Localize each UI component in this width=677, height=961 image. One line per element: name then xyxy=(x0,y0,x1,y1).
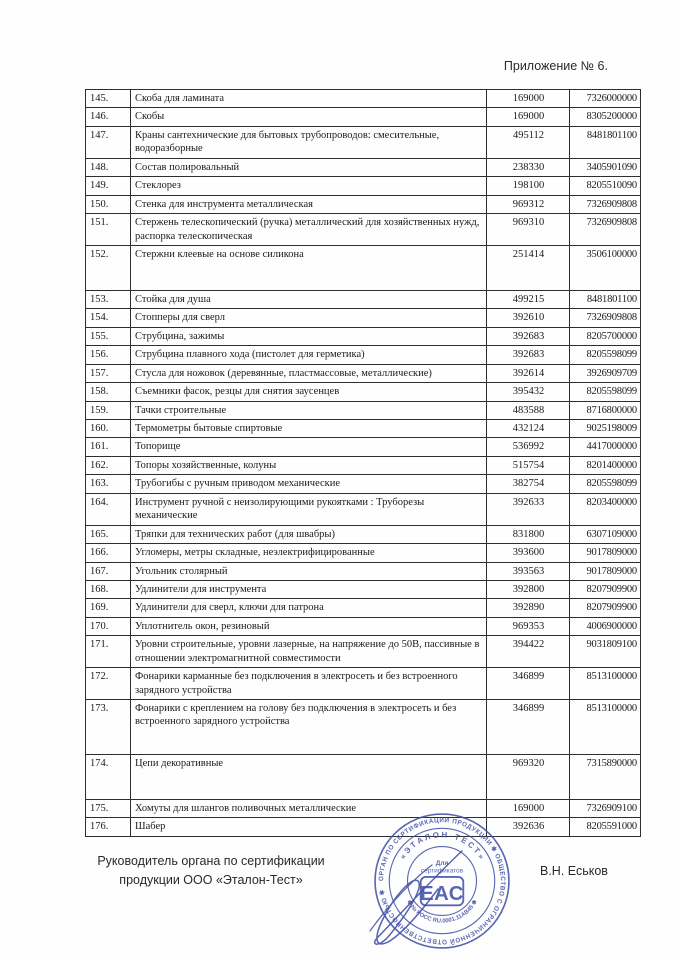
row-number: 150. xyxy=(86,195,131,213)
item-description: Съемники фасок, резцы для снятия заусенцев xyxy=(131,383,487,401)
item-code: 169000 xyxy=(487,108,570,126)
item-code: 392633 xyxy=(487,493,570,525)
table-row xyxy=(86,346,641,364)
item-description: Угломеры, метры складные, неэлектрифицированные xyxy=(131,544,487,562)
table-row xyxy=(86,599,641,617)
table-row xyxy=(86,214,641,246)
item-code: 392683 xyxy=(487,346,570,364)
item-description: Стержни клеевые на основе силикона xyxy=(131,245,487,290)
signatory-role-line1: Руководитель органа по сертификации xyxy=(97,854,325,868)
item-code: 392890 xyxy=(487,599,570,617)
item-code: 251414 xyxy=(487,245,570,290)
item-description: Трубогибы с ручным приводом механические xyxy=(131,475,487,493)
item-tnved-code: 8207909900 xyxy=(570,599,641,617)
item-tnved-code: 3405901090 xyxy=(570,158,641,176)
item-code: 169000 xyxy=(487,800,570,818)
item-tnved-code: 7326909808 xyxy=(570,309,641,327)
item-tnved-code: 8205598099 xyxy=(570,475,641,493)
item-tnved-code: 8205591000 xyxy=(570,818,641,836)
item-tnved-code: 8513100000 xyxy=(570,668,641,700)
row-number: 155. xyxy=(86,327,131,345)
item-tnved-code: 4006900000 xyxy=(570,617,641,635)
row-number: 165. xyxy=(86,525,131,543)
eac-mark: ЕАС xyxy=(420,882,464,905)
row-number: 172. xyxy=(86,668,131,700)
item-description: Уплотнитель окон, резиновый xyxy=(131,617,487,635)
item-code: 169000 xyxy=(487,90,570,108)
row-number: 174. xyxy=(86,755,131,800)
item-code: 346899 xyxy=(487,668,570,700)
item-code: 238330 xyxy=(487,158,570,176)
item-code: 831800 xyxy=(487,525,570,543)
table-row xyxy=(86,562,641,580)
item-code: 393600 xyxy=(487,544,570,562)
item-description: Тачки строительные xyxy=(131,401,487,419)
table-row xyxy=(86,401,641,419)
item-description: Угольник столярный xyxy=(131,562,487,580)
item-description: Краны сантехнические для бытовых трубопроводов: смесительные, водоразборные xyxy=(131,126,487,158)
item-description: Топорище xyxy=(131,438,487,456)
item-description: Стенка для инструмента металлическая xyxy=(131,195,487,213)
item-description: Топоры хозяйственные, колуны xyxy=(131,456,487,474)
row-number: 171. xyxy=(86,636,131,668)
row-number: 158. xyxy=(86,383,131,401)
item-description: Удлинители для сверл, ключи для патрона xyxy=(131,599,487,617)
table-row xyxy=(86,636,641,668)
table-row xyxy=(86,818,641,836)
item-code: 382754 xyxy=(487,475,570,493)
item-tnved-code: 8205700000 xyxy=(570,327,641,345)
row-number: 169. xyxy=(86,599,131,617)
table-row xyxy=(86,668,641,700)
handwritten-signature-icon xyxy=(350,843,482,955)
item-code: 392614 xyxy=(487,364,570,382)
row-number: 145. xyxy=(86,90,131,108)
table-row xyxy=(86,525,641,543)
row-number: 152. xyxy=(86,245,131,290)
item-description: Термометры бытовые спиртовые xyxy=(131,420,487,438)
row-number: 146. xyxy=(86,108,131,126)
table-row xyxy=(86,195,641,213)
row-number: 173. xyxy=(86,700,131,755)
table-row xyxy=(86,90,641,108)
row-number: 166. xyxy=(86,544,131,562)
table-row xyxy=(86,364,641,382)
row-number: 147. xyxy=(86,126,131,158)
item-description: Состав полировальный xyxy=(131,158,487,176)
item-code: 499215 xyxy=(487,290,570,308)
item-description: Фонарики с креплением на голову без подключения в электросеть и без встроенного зарядного устройства xyxy=(131,700,487,755)
stamp-center-line1: Для xyxy=(435,859,449,867)
item-code: 969353 xyxy=(487,617,570,635)
item-code: 969310 xyxy=(487,214,570,246)
item-code: 392683 xyxy=(487,327,570,345)
item-description: Удлинители для инструмента xyxy=(131,580,487,598)
table-row xyxy=(86,158,641,176)
item-tnved-code: 8203400000 xyxy=(570,493,641,525)
item-code: 393563 xyxy=(487,562,570,580)
table-row xyxy=(86,580,641,598)
item-description: Шабер xyxy=(131,818,487,836)
stamp-inner-bottom-text: ✱ № РОСС RU.0001.11АВ45 ✱ xyxy=(405,899,479,925)
item-tnved-code: 8205598099 xyxy=(570,383,641,401)
table-row xyxy=(86,617,641,635)
item-description: Скоба для ламината xyxy=(131,90,487,108)
item-tnved-code: 7326000000 xyxy=(570,90,641,108)
table-row xyxy=(86,327,641,345)
stamp-ring-text: ОРГАН ПО СЕРТИФИКАЦИИ ПРОДУКЦИИ ✱ ОБЩЕСТВО С ОГРАНИЧЕННОЙ ОТВЕТСТВЕННОСТЬЮ ✱ xyxy=(378,817,506,945)
item-code: 515754 xyxy=(487,456,570,474)
table-row xyxy=(86,309,641,327)
item-tnved-code: 4417000000 xyxy=(570,438,641,456)
item-tnved-code: 8305200000 xyxy=(570,108,641,126)
item-tnved-code: 9025198009 xyxy=(570,420,641,438)
table-row xyxy=(86,544,641,562)
stamp-center-line2: сертификатов xyxy=(420,867,464,875)
row-number: 161. xyxy=(86,438,131,456)
signatory-name: В.Н. Еськов xyxy=(540,864,608,878)
row-number: 162. xyxy=(86,456,131,474)
row-number: 148. xyxy=(86,158,131,176)
item-tnved-code: 8201400000 xyxy=(570,456,641,474)
item-code: 536992 xyxy=(487,438,570,456)
row-number: 153. xyxy=(86,290,131,308)
item-description: Тряпки для технических работ (для швабры) xyxy=(131,525,487,543)
row-number: 164. xyxy=(86,493,131,525)
item-code: 346899 xyxy=(487,700,570,755)
item-code: 394422 xyxy=(487,636,570,668)
item-description: Цепи декоративные xyxy=(131,755,487,800)
row-number: 175. xyxy=(86,800,131,818)
item-description: Стопперы для сверл xyxy=(131,309,487,327)
row-number: 160. xyxy=(86,420,131,438)
row-number: 157. xyxy=(86,364,131,382)
item-description: Стусла для ножовок (деревянные, пластмассовые, металлические) xyxy=(131,364,487,382)
table-row xyxy=(86,108,641,126)
item-description: Хомуты для шлангов поливочных металлические xyxy=(131,800,487,818)
table-row xyxy=(86,245,641,290)
item-description: Уровни строительные, уровни лазерные, на напряжение до 50В, пассивные в отношении электромагнитной совместимости xyxy=(131,636,487,668)
row-number: 167. xyxy=(86,562,131,580)
row-number: 168. xyxy=(86,580,131,598)
item-description: Стеклорез xyxy=(131,177,487,195)
item-tnved-code: 8205598099 xyxy=(570,346,641,364)
row-number: 159. xyxy=(86,401,131,419)
row-number: 156. xyxy=(86,346,131,364)
item-tnved-code: 8481801100 xyxy=(570,290,641,308)
item-code: 483588 xyxy=(487,401,570,419)
signatory-role-line2: продукции ООО «Эталон-Тест» xyxy=(119,872,303,887)
row-number: 163. xyxy=(86,475,131,493)
table-row xyxy=(86,177,641,195)
item-tnved-code: 8207909900 xyxy=(570,580,641,598)
table-row xyxy=(86,800,641,818)
row-number: 151. xyxy=(86,214,131,246)
table-row xyxy=(86,383,641,401)
row-number: 176. xyxy=(86,818,131,836)
item-tnved-code: 7326909100 xyxy=(570,800,641,818)
row-number: 170. xyxy=(86,617,131,635)
item-tnved-code: 3506100000 xyxy=(570,245,641,290)
table-row xyxy=(86,456,641,474)
table-row xyxy=(86,420,641,438)
item-tnved-code: 8205510090 xyxy=(570,177,641,195)
item-code: 969312 xyxy=(487,195,570,213)
item-tnved-code: 6307109000 xyxy=(570,525,641,543)
item-tnved-code: 7326909808 xyxy=(570,214,641,246)
stamp-inner-top-text: « Э Т А Л О Н - Т Е С Т » xyxy=(398,830,486,861)
item-tnved-code: 9031809100 xyxy=(570,636,641,668)
item-description: Струбцина, зажимы xyxy=(131,327,487,345)
item-tnved-code: 3926909709 xyxy=(570,364,641,382)
item-tnved-code: 8716800000 xyxy=(570,401,641,419)
row-number: 149. xyxy=(86,177,131,195)
table-row xyxy=(86,438,641,456)
item-tnved-code: 8481801100 xyxy=(570,126,641,158)
item-code: 395432 xyxy=(487,383,570,401)
item-code: 198100 xyxy=(487,177,570,195)
item-code: 495112 xyxy=(487,126,570,158)
table-row xyxy=(86,700,641,755)
table-row xyxy=(86,290,641,308)
signatory-role xyxy=(70,852,352,890)
item-description: Стержень телескопический (ручка) металлический для хозяйственных нужд, распорка телескопическая xyxy=(131,214,487,246)
item-description: Скобы xyxy=(131,108,487,126)
item-tnved-code: 7315890000 xyxy=(570,755,641,800)
item-description: Стойка для душа xyxy=(131,290,487,308)
item-description: Инструмент ручной с неизолирующими рукоятками : Труборезы механические xyxy=(131,493,487,525)
item-description: Фонарики карманные без подключения в электросеть и без встроенного зарядного устройства xyxy=(131,668,487,700)
items-table xyxy=(85,89,641,837)
item-tnved-code: 9017809000 xyxy=(570,562,641,580)
row-number: 154. xyxy=(86,309,131,327)
items-table-body xyxy=(86,90,641,837)
appendix-note: Приложение № 6. xyxy=(503,59,608,73)
item-code: 969320 xyxy=(487,755,570,800)
table-row xyxy=(86,126,641,158)
table-row xyxy=(86,475,641,493)
item-code: 432124 xyxy=(487,420,570,438)
item-tnved-code: 7326909808 xyxy=(570,195,641,213)
item-tnved-code: 8513100000 xyxy=(570,700,641,755)
item-code: 392800 xyxy=(487,580,570,598)
item-description: Струбцина плавного хода (пистолет для герметика) xyxy=(131,346,487,364)
table-row xyxy=(86,493,641,525)
item-tnved-code: 9017809000 xyxy=(570,544,641,562)
table-row xyxy=(86,755,641,800)
item-code: 392610 xyxy=(487,309,570,327)
item-code: 392636 xyxy=(487,818,570,836)
